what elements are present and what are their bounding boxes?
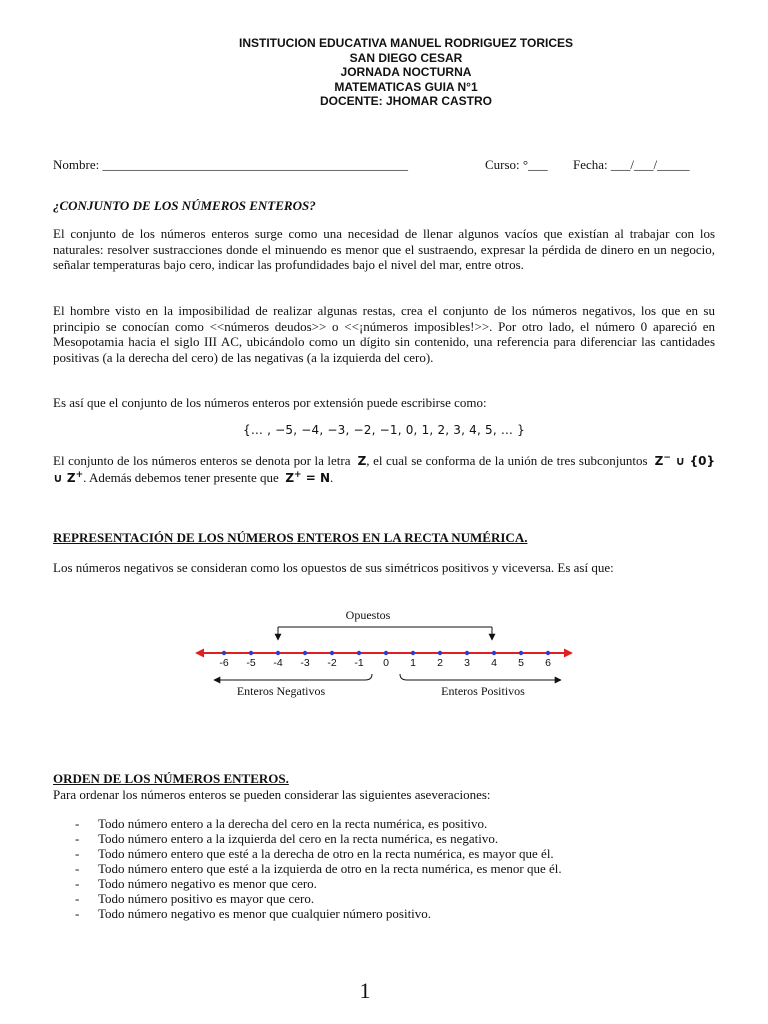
section-title-orden: ORDEN DE LOS NÚMEROS ENTEROS. [53,771,289,786]
list-item-text: Todo número entero a la derecha del cero en la recta numérica, es positivo. [98,816,488,831]
number-line-point [330,651,334,655]
list-item-text: Todo número entero que esté a la izquierda de otro en la recta numérica, es menor que él. [98,861,562,876]
paragraph-opuestos: Los números negativos se consideran como los opuestos de sus simétricos positivos y viceversa. Es así que: [53,560,614,575]
tick-label: 1 [410,657,416,669]
bullet-dash: - [75,876,80,891]
tick-label: -2 [327,657,337,669]
equality-expression: Z+ = N [285,469,331,485]
paragraph-notation: El conjunto de los números enteros se denota por la letra Z, el cual se conforma de la unión de tres subconjuntos Z− ∪ {0} ∪ Z+. Además debemos tener presente que Z+ = N. [53,453,716,485]
negativos-arrow [214,674,372,680]
tick-label: -6 [219,657,229,669]
nombre-field[interactable]: Nombre: _______________________________________________ [53,157,408,172]
number-line-diagram [195,600,585,710]
list-item-text: Todo número negativo es menor que cualquier número positivo. [98,906,432,921]
opuestos-label: Opuestos [345,608,391,622]
fecha-field[interactable]: Fecha: ___/___/_____ [573,157,690,172]
orden-list [75,816,562,921]
list-item [75,831,562,846]
list-item-text: Todo número negativo es menor que cero. [98,876,317,891]
tick-label: 5 [518,657,524,669]
number-line-point [546,651,550,655]
number-line-left-arrow [195,649,204,658]
number-line-point [222,651,226,655]
number-line-point [411,651,415,655]
paragraph-history: El hombre visto en la imposibilidad de realizar algunas restas, crea el conjunto de los números negativos, los que en su principio se conocían como <<números deudos>> o <<¡números imposibles!>>. Por otro lado, el número 0 apareció en Mesopotamia hacia el siglo III AC, ubicándolo como un dígito sin contenido, una referencia para diferenciar las cantidades positivas (a la derecha del cero) de las negativas (a la izquierda del cero). [53,303,715,365]
number-line-point [276,651,280,655]
bullet-dash: - [75,906,80,921]
union-expression: Z− ∪ {0} ∪ Z+ [53,453,716,485]
list-item [75,861,562,876]
list-item [75,846,562,861]
bullet-dash: - [75,831,80,846]
tick-label: 0 [383,657,389,669]
number-line-point [384,651,388,655]
bullet-dash: - [75,861,80,876]
number-line-point [438,651,442,655]
tick-label: 4 [491,657,497,669]
number-line-labels [219,657,551,669]
school-name: INSTITUCION EDUCATIVA MANUEL RODRIGUEZ TORICES [238,36,573,50]
tick-label: 3 [464,657,470,669]
number-line-point [519,651,523,655]
list-item [75,876,562,891]
guide-title: MATEMATICAS GUIA N°1 [334,79,478,94]
positivos-arrow [400,674,561,680]
number-line-right-arrow [564,649,573,658]
number-line-point [357,651,361,655]
list-item-text: Todo número entero a la izquierda del cero en la recta numérica, es negativo. [98,831,499,846]
section-title-recta: REPRESENTACIÓN DE LOS NÚMEROS ENTEROS EN LA RECTA NUMÉRICA. [53,530,528,545]
school-shift: JORNADA NOCTURNA [340,65,472,79]
curso-field[interactable]: Curso: °___ [485,157,548,172]
tick-label: -3 [300,657,310,669]
school-location: SAN DIEGO CESAR [349,50,463,65]
document-header [0,36,768,109]
tick-label: -5 [246,657,256,669]
number-line-point [465,651,469,655]
tick-label: 2 [437,657,443,669]
list-item [75,891,562,906]
z-symbol: Z [357,454,367,468]
paragraph-origin: El conjunto de los números enteros surge como una necesidad de llenar algunos vacíos que existían al trabajar con los naturales: resolver sustracciones donde el minuendo es menor que el sustraendo, expresar la pérdida de dinero en un negocio, señalar temperaturas bajo cero, indicar las profundidades bajo el nivel del mar, entre otros. [53,226,715,272]
list-item-text: Todo número positivo es mayor que cero. [98,891,315,906]
section-title-conjunto: ¿CONJUNTO DE LOS NÚMEROS ENTEROS? [53,198,316,213]
teacher-name: DOCENTE: JHOMAR CASTRO [319,94,492,108]
bullet-dash: - [75,891,80,906]
tick-label: -1 [354,657,364,669]
tick-label: -4 [273,657,283,669]
paragraph-extension-intro: Es así que el conjunto de los números enteros por extensión puede escribirse como: [53,395,487,410]
paragraph-orden-intro: Para ordenar los números enteros se pueden considerar las siguientes aseveraciones: [53,787,491,802]
tick-label: 6 [545,657,551,669]
list-item [75,816,562,831]
student-info-line [53,157,713,173]
enteros-positivos-label: Enteros Positivos [441,684,525,698]
page-number: 1 [359,978,371,1003]
list-item-text: Todo número entero que esté a la derecha de otro en la recta numérica, es mayor que él. [98,846,554,861]
bullet-dash: - [75,846,80,861]
enteros-negativos-label: Enteros Negativos [236,684,326,698]
integer-set-extension: {… , −5, −4, −3, −2, −1, 0, 1, 2, 3, 4, 5, … } [243,423,525,437]
number-line-point [303,651,307,655]
bullet-dash: - [75,816,80,831]
list-item [75,906,562,921]
number-line-point [492,651,496,655]
number-line-point [249,651,253,655]
